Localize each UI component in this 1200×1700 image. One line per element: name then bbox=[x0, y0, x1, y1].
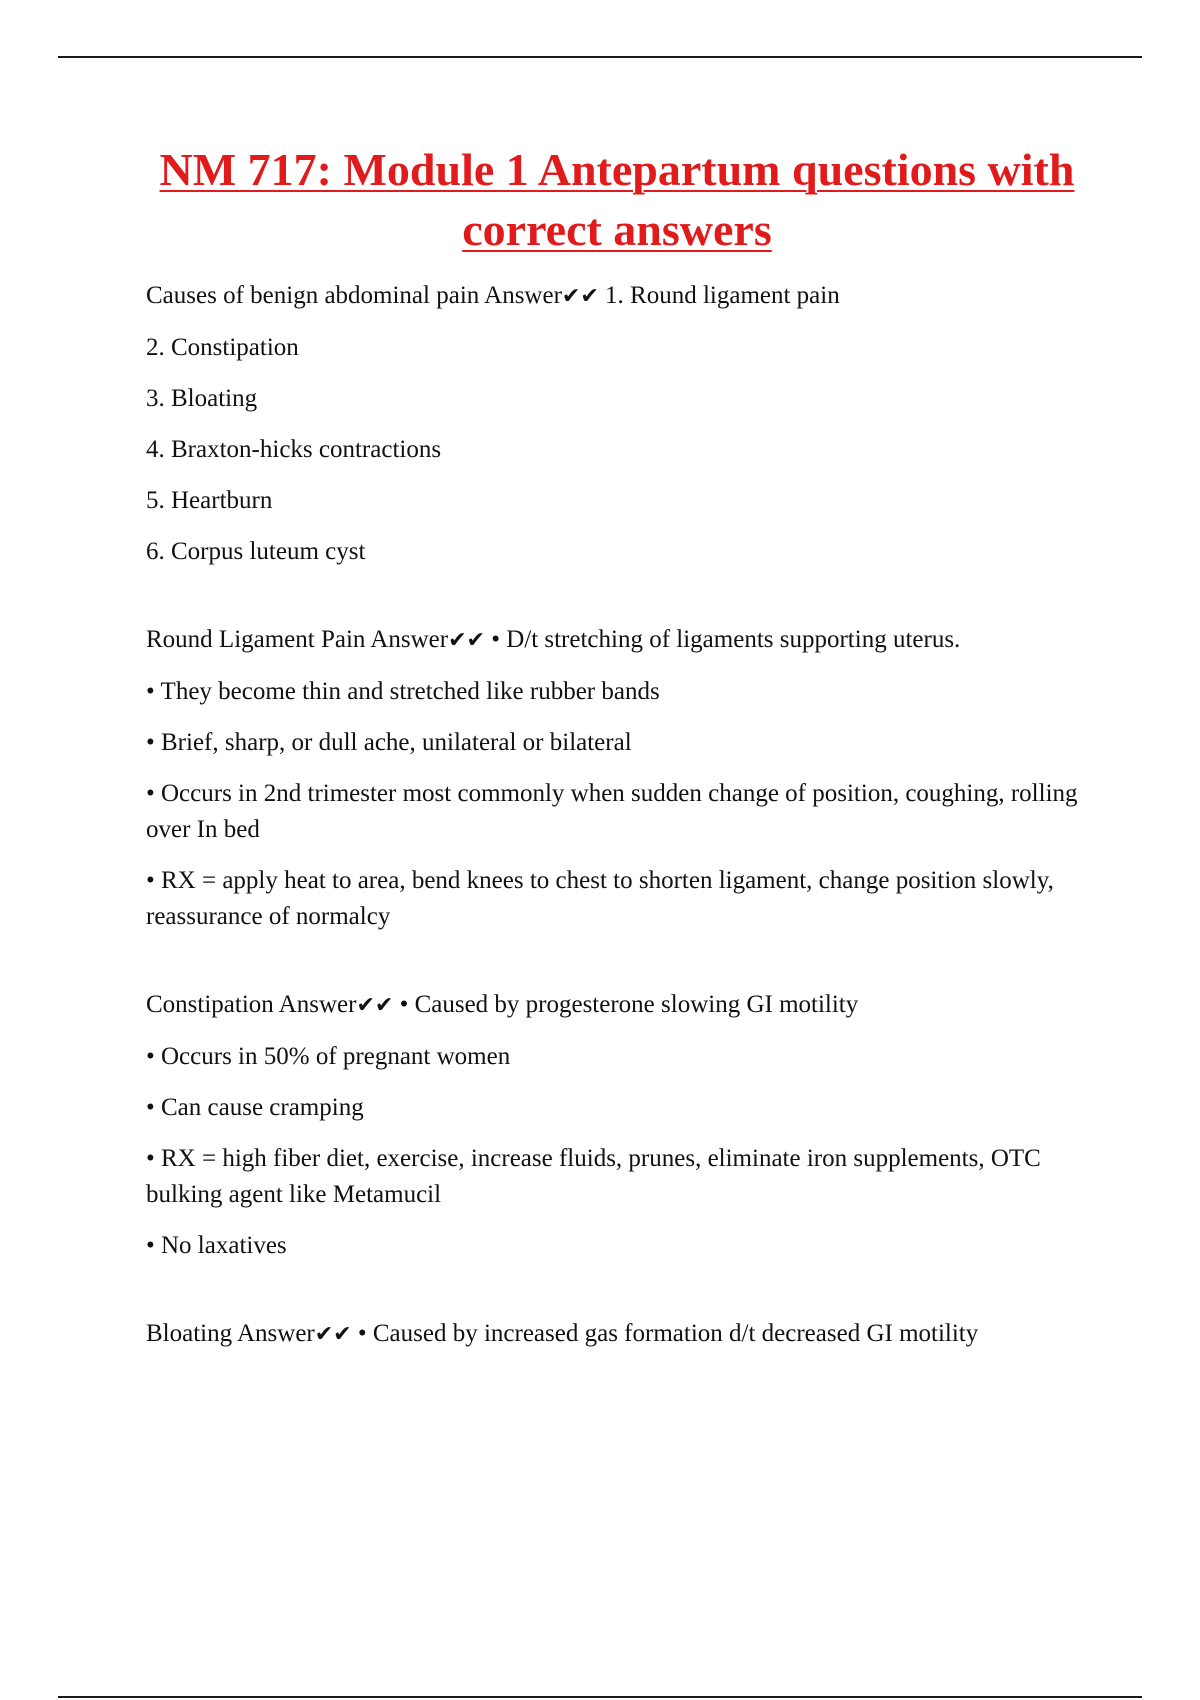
answer-line: 3. Bloating bbox=[146, 385, 258, 412]
answer-line: 5. Heartburn bbox=[146, 487, 273, 514]
qa-section-constipation bbox=[146, 987, 1096, 1264]
answer-line: 6. Corpus luteum cyst bbox=[146, 538, 366, 565]
answer-line: • Occurs in 2nd trimester most commonly when sudden change of position, coughing, rolling over In bed bbox=[146, 780, 1078, 843]
bottom-rule bbox=[58, 1696, 1142, 1698]
question-text: Causes of benign abdominal pain bbox=[146, 282, 480, 309]
answer-line: • Can cause cramping bbox=[146, 1094, 364, 1121]
answer-line: 2. Constipation bbox=[146, 334, 299, 361]
answer-first-line: • Caused by increased gas formation d/t decreased GI motility bbox=[357, 1320, 979, 1347]
answer-marker: Answer✔✔ bbox=[484, 282, 599, 309]
answer-line: • RX = apply heat to area, bend knees to chest to shorten ligament, change position slowly, reassurance of normalcy bbox=[146, 867, 1054, 930]
answer-line: 4. Braxton-hicks contractions bbox=[146, 436, 442, 463]
qa-section-bloating bbox=[146, 1316, 1096, 1353]
check-icon: ✔✔ bbox=[561, 284, 599, 309]
question-text: Bloating bbox=[146, 1320, 233, 1347]
answer-marker: Answer✔✔ bbox=[278, 991, 394, 1018]
document-title: NM 717: Module 1 Antepartum questions with correct answers bbox=[159, 144, 1075, 255]
question-line bbox=[146, 278, 1096, 315]
answer-line: • Occurs in 50% of pregnant women bbox=[146, 1043, 511, 1070]
document-body bbox=[146, 278, 1096, 1353]
qa-section-benign-abdominal-pain bbox=[146, 278, 1096, 570]
answer-marker: Answer✔✔ bbox=[370, 626, 485, 653]
check-icon: ✔✔ bbox=[448, 628, 485, 653]
question-text: Constipation bbox=[146, 991, 274, 1018]
top-rule bbox=[58, 56, 1142, 58]
answer-line: • They become thin and stretched like rubber bands bbox=[146, 678, 660, 705]
question-text: Round Ligament Pain bbox=[146, 626, 366, 653]
answer-line: • Brief, sharp, or dull ache, unilateral or bilateral bbox=[146, 729, 632, 756]
answer-marker: Answer✔✔ bbox=[236, 1320, 352, 1347]
question-line bbox=[146, 987, 1096, 1024]
answer-line: • RX = high fiber diet, exercise, increase fluids, prunes, eliminate iron supplements, OTC bulking agent like Metamucil bbox=[146, 1145, 1041, 1208]
question-line bbox=[146, 622, 1096, 659]
answer-first-line: 1. Round ligament pain bbox=[605, 282, 840, 309]
answer-first-line: • D/t stretching of ligaments supporting uterus. bbox=[491, 626, 961, 653]
answer-line: • No laxatives bbox=[146, 1232, 287, 1259]
answer-first-line: • Caused by progesterone slowing GI motility bbox=[399, 991, 859, 1018]
check-icon: ✔✔ bbox=[356, 993, 394, 1018]
check-icon: ✔✔ bbox=[314, 1322, 352, 1347]
qa-section-round-ligament-pain bbox=[146, 622, 1096, 935]
question-line bbox=[146, 1316, 1096, 1353]
